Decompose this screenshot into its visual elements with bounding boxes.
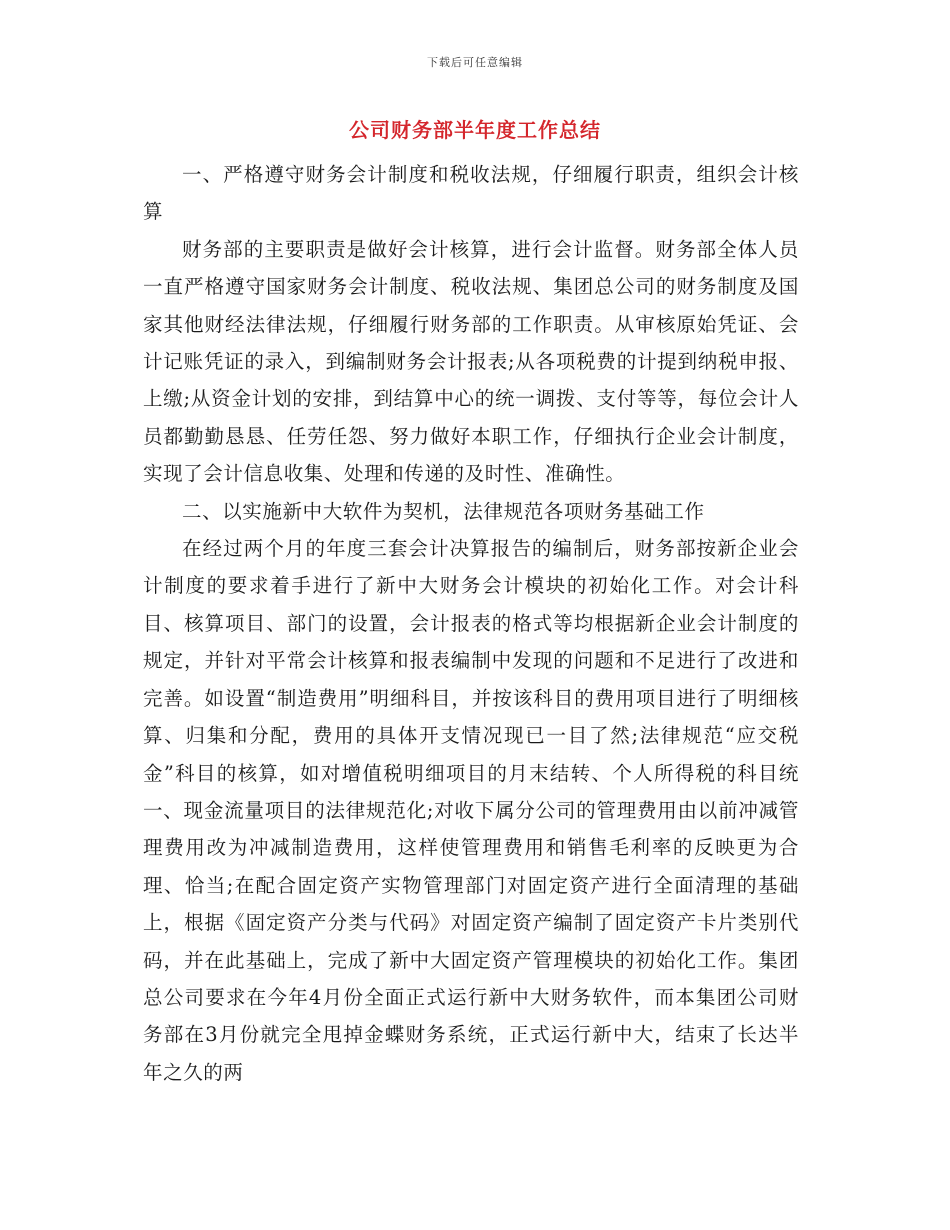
document-title: 公司财务部半年度工作总结 bbox=[349, 118, 601, 142]
body-paragraph-2: 在经过两个月的年度三套会计决算报告的编制后，财务部按新企业会计制度的要求着手进行了新中大财务会计模块的初始化工作。对会计科目、核算项目、部门的设置，会计报表的格式等均根据新企业会计制度的规定，并针对平常会计核算和报表编制中发现的问题和不足进行了改进和完善。如设置“制造费用”明细科目，并按该科目的费用项目进行了明细核算、归集和分配，费用的具体开支情况现已一目了然;法律规范“应交税金”科目的核算，如对增值税明细项目的月末结转、个人所得税的科目统一、现金流量项目的法律规范化;对收下属分公司的管理费用由以前冲减管理费用改为冲减制造费用，这样使管理费用和销售毛利率的反映更为合理、恰当;在配合固定资产实物管理部门对固定资产进行全面清理的基础上，根据《固定资产分类与代码》对固定资产编制了固定资产卡片类别代码，并在此基础上，完成了新中大固定资产管理模块的初始化工作。集团总公司要求在今年4月份全面正式运行新中大财务软件，而本集团公司财务部在3月份就完全甩掉金蝶财务系统，正式运行新中大，结束了长达半年之久的两 bbox=[143, 537, 799, 1084]
header-note: 下载后可任意编辑 bbox=[427, 56, 523, 69]
section-heading-1: 一、严格遵守财务会计制度和税收法规，仔细履行职责，组织会计核算 bbox=[143, 163, 799, 224]
body-paragraph-1: 财务部的主要职责是做好会计核算，进行会计监督。财务部全体人员一直严格遵守国家财务会计制度、税收法规、集团总公司的财务制度及国家其他财经法律法规，仔细履行财务部的工作职责。从审核原始凭证、会计记账凭证的录入，到编制财务会计报表;从各项税费的计提到纳税申报、上缴;从资金计划的安排，到结算中心的统一调拨、支付等等，每位会计人员都勤勤恳恳、任劳任怨、努力做好本职工作，仔细执行企业会计制度，实现了会计信息收集、处理和传递的及时性、准确性。 bbox=[143, 237, 799, 486]
document-body bbox=[143, 156, 799, 1091]
section-heading-2: 二、以实施新中大软件为契机，法律规范各项财务基础工作 bbox=[182, 499, 705, 523]
